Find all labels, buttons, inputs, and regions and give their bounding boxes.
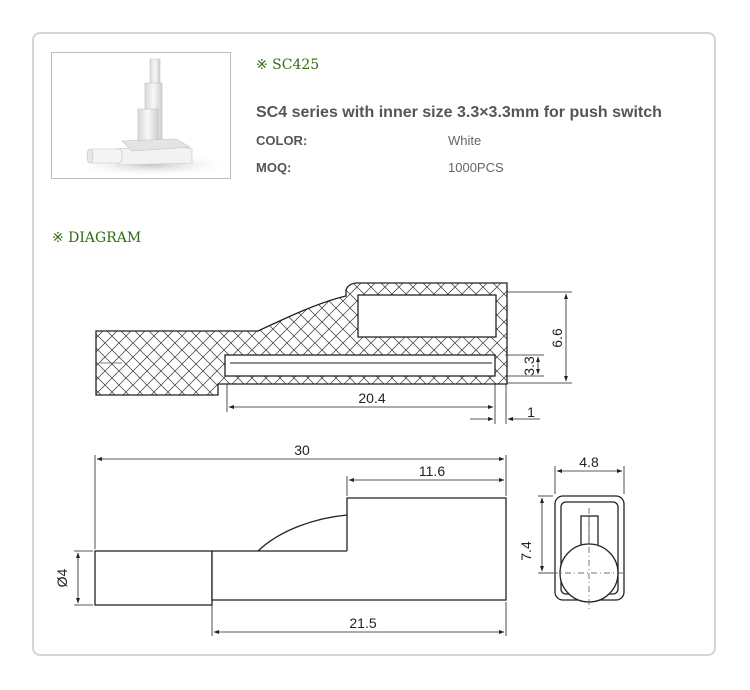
dim-total-length: 30: [294, 442, 310, 458]
moq-value: 1000PCS: [448, 160, 504, 175]
dim-body-length: 21.5: [349, 615, 377, 631]
end-view: [555, 496, 624, 602]
product-code: ※ SC425: [256, 57, 320, 73]
dim-outer-height: 6.6: [549, 328, 565, 348]
section-view: [96, 283, 507, 395]
dim-wall: 1: [527, 404, 535, 420]
dim-diameter: Ø4: [54, 568, 70, 588]
color-value: White: [448, 133, 482, 148]
moq-label: MOQ:: [256, 160, 292, 175]
dim-height: 7.4: [518, 541, 534, 561]
dim-head-length: 11.6: [418, 463, 446, 479]
product-title: SC4 series with inner size 3.3×3.3mm for push switch: [256, 104, 662, 121]
color-label: COLOR:: [256, 133, 308, 148]
dim-width: 4.8: [579, 454, 599, 470]
side-view: [95, 498, 506, 605]
dim-inner-length: 20.4: [358, 390, 386, 406]
diagram-heading: ※ DIAGRAM: [52, 230, 142, 246]
dim-inner-height: 3.3: [521, 356, 537, 376]
